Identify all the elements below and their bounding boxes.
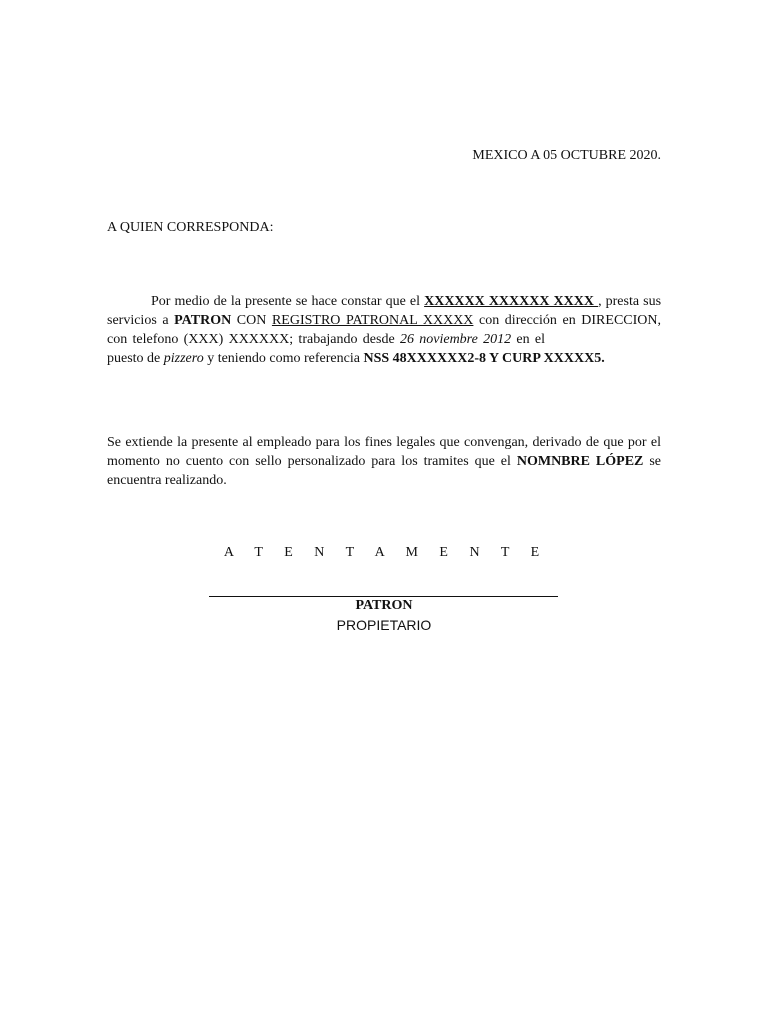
- employee-name: XXXXXX XXXXXX XXXX: [424, 294, 599, 309]
- job-position: pizzero: [163, 351, 204, 366]
- p2-text-2: se encuentra realizando.: [107, 454, 661, 488]
- p1-text-5: en el: [511, 332, 545, 347]
- salutation: A QUIEN CORRESPONDA:: [107, 220, 274, 235]
- holder-name: NOMNBRE LÓPEZ: [516, 454, 644, 469]
- signature-name: PATRON: [355, 598, 413, 613]
- signature-line: [209, 596, 558, 597]
- p2-text-1: Se extiende la presente al empleado para los fines legales que convengan, derivado de que por el momento no cuento con sello personalizado para los tramites que el: [107, 435, 661, 469]
- closing-atentamente: A T E N T A M E N T E: [223, 545, 549, 560]
- paragraph-purpose: [107, 433, 661, 490]
- registro-patronal: REGISTRO PATRONAL XXXXX: [271, 313, 474, 328]
- date-line: MEXICO A 05 OCTUBRE 2020.: [472, 148, 661, 163]
- p1-text-6: puesto de: [107, 351, 164, 366]
- signature-role: PROPIETARIO: [336, 617, 432, 633]
- paragraph-employment: [107, 292, 661, 368]
- p1-text-3: CON: [231, 313, 272, 328]
- p1-text-4: con dirección en DIRECCION, con telefono (XXX) XXXXXX; trabajando desde: [107, 313, 661, 347]
- employer-name: PATRON: [174, 313, 232, 328]
- p1-text-2: , presta sus servicios a: [107, 294, 662, 328]
- nss-curp: NSS 48XXXXXX2-8 Y CURP XXXXX5.: [363, 351, 605, 366]
- p1-text-7: y teniendo como referencia: [203, 351, 364, 366]
- p1-text-1: Por medio de la presente se hace constar que el: [151, 294, 425, 309]
- start-date: 26 noviembre 2012: [399, 332, 512, 347]
